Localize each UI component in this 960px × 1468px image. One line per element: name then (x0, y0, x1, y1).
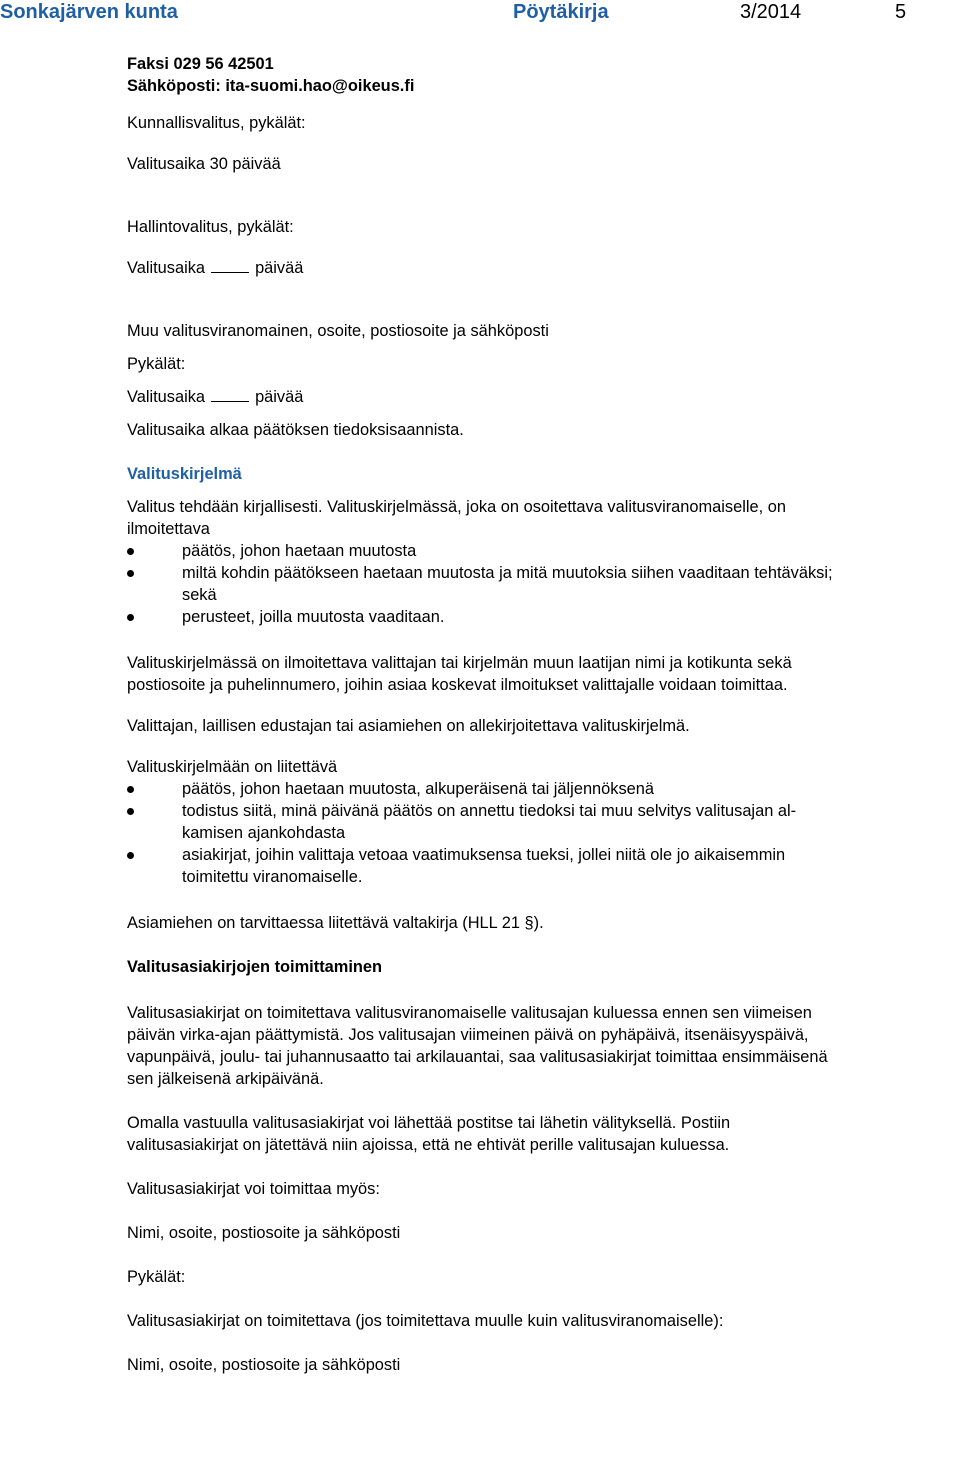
blank-line (211, 258, 249, 273)
toimittaminen-p7: Nimi, osoite, postiosoite ja sähköposti (127, 1356, 401, 1374)
bullet-icon (127, 808, 134, 815)
toimittaminen-p1-line1: Valitusasiakirjat on toimitettava valitusviranomaiselle valitusajan kuluessa ennen sen viimeisen (127, 1004, 812, 1022)
time-prefix: Valitusaika (127, 388, 206, 406)
blank-line (211, 387, 249, 402)
list-item-text: päätös, johon haetaan muutosta (182, 542, 417, 560)
bullet-icon (127, 852, 134, 859)
header-page-number: 5 (895, 1, 907, 23)
hallintovalitus-time (127, 257, 947, 279)
kunnallisvalitus-time: Valitusaika 30 päivää (127, 155, 281, 173)
toimittaminen-p1-line4: sen jälkeisenä arkipäivänä. (127, 1070, 324, 1088)
toimittaminen-p4: Nimi, osoite, postiosoite ja sähköposti (127, 1224, 401, 1242)
valituskirjelma-intro: Valitus tehdään kirjallisesti. Valituskirjelmässä, joka on osoitettava valitusviranomaiselle, on (127, 498, 786, 516)
header-doc-type: Pöytäkirja (513, 1, 609, 23)
list-item (127, 562, 947, 606)
list-item (127, 800, 947, 844)
muu-start: Valitusaika alkaa päätöksen tiedoksisaannista. (127, 421, 464, 439)
bullet-icon (127, 786, 134, 793)
toimittaminen-heading: Valitusasiakirjojen toimittaminen (127, 958, 383, 976)
list-item-text: päätös, johon haetaan muutosta, alkuperäisenä tai jäljennöksenä (182, 780, 655, 798)
list-item-text: asiakirjat, joihin valittaja vetoaa vaatimuksensa tueksi, jollei niitä ole jo aikaisemmin (182, 846, 786, 864)
list-item (127, 540, 947, 562)
toimittaminen-p3: Valitusasiakirjat voi toimittaa myös: (127, 1180, 380, 1198)
list-item-text: miltä kohdin päätökseen haetaan muutosta ja mitä muutoksia siihen vaaditaan tehtäväksi; (182, 564, 833, 582)
time-suffix: päivää (255, 388, 304, 406)
kunnallisvalitus-label: Kunnallisvalitus, pykälät: (127, 114, 306, 132)
valituskirjelma-p2-line2: postiosoite ja puhelinnumero, joihin asiaa koskevat ilmoitukset valittajalle voidaan toimittaa. (127, 676, 788, 694)
list-item (127, 606, 947, 628)
header-municipality: Sonkajärven kunta (0, 1, 178, 23)
list-item-text: perusteet, joilla muutosta vaaditaan. (182, 608, 445, 626)
valtakirja-note: Asiamiehen on tarvittaessa liitettävä valtakirja (HLL 21 §). (127, 914, 544, 932)
bullet-icon (127, 614, 134, 621)
attach-label: Valituskirjelmään on liitettävä (127, 758, 338, 776)
toimittaminen-p5: Pykälät: (127, 1268, 186, 1286)
toimittaminen-p2-line1: Omalla vastuulla valitusasiakirjat voi lähettää postitse tai lähetin välityksellä. Postiin (127, 1114, 731, 1132)
valituskirjelma-p2-line1: Valituskirjelmässä on ilmoitettava valittajan tai kirjelmän muun laatijan nimi ja kotikunta sekä (127, 654, 792, 672)
list-item-text: sekä (182, 586, 217, 604)
attach-bullets (127, 778, 947, 888)
muu-time (127, 386, 947, 408)
header-doc-number: 3/2014 (740, 1, 802, 23)
list-item (127, 844, 947, 888)
toimittaminen-p2-line2: valitusasiakirjat on jätettävä niin ajoissa, että ne ehtivät perille valitusajan kuluessa. (127, 1136, 730, 1154)
valituskirjelma-intro-2: ilmoitettava (127, 520, 210, 538)
valituskirjelma-p3: Valittajan, laillisen edustajan tai asiamiehen on allekirjoitettava valituskirjelmä. (127, 717, 690, 735)
time-prefix: Valitusaika (127, 259, 206, 277)
toimittaminen-p1-line3: vapunpäivä, joulu- tai juhannusaatto tai arkilauantai, saa valitusasiakirjat toimittaa ensimmäisenä (127, 1048, 828, 1066)
bullet-icon (127, 548, 134, 555)
document-body (127, 53, 947, 1376)
muu-label: Muu valitusviranomainen, osoite, postiosoite ja sähköposti (127, 322, 549, 340)
page-header (0, 0, 960, 26)
valituskirjelma-bullets (127, 540, 947, 628)
contact-email: Sähköposti: ita-suomi.hao@oikeus.fi (127, 77, 415, 95)
list-item (127, 778, 947, 800)
list-item-text: toimitettu viranomaiselle. (182, 868, 363, 886)
valituskirjelma-heading: Valituskirjelmä (127, 465, 242, 483)
bullet-icon (127, 570, 134, 577)
hallintovalitus-label: Hallintovalitus, pykälät: (127, 218, 294, 236)
list-item-text: todistus siitä, minä päivänä päätös on annettu tiedoksi tai muu selvitys valitusajan al- (182, 802, 797, 820)
muu-pykalat: Pykälät: (127, 355, 186, 373)
toimittaminen-p1-line2: päivän virka-ajan päättymistä. Jos valitusajan viimeinen päivä on pyhäpäivä, itsenäisyyspäivä, (127, 1026, 809, 1044)
list-item-text: kamisen ajankohdasta (182, 824, 346, 842)
toimittaminen-p6: Valitusasiakirjat on toimitettava (jos toimitettava muulle kuin valitusviranomaiselle): (127, 1312, 724, 1330)
contact-fax: Faksi 029 56 42501 (127, 55, 274, 73)
time-suffix: päivää (255, 259, 304, 277)
